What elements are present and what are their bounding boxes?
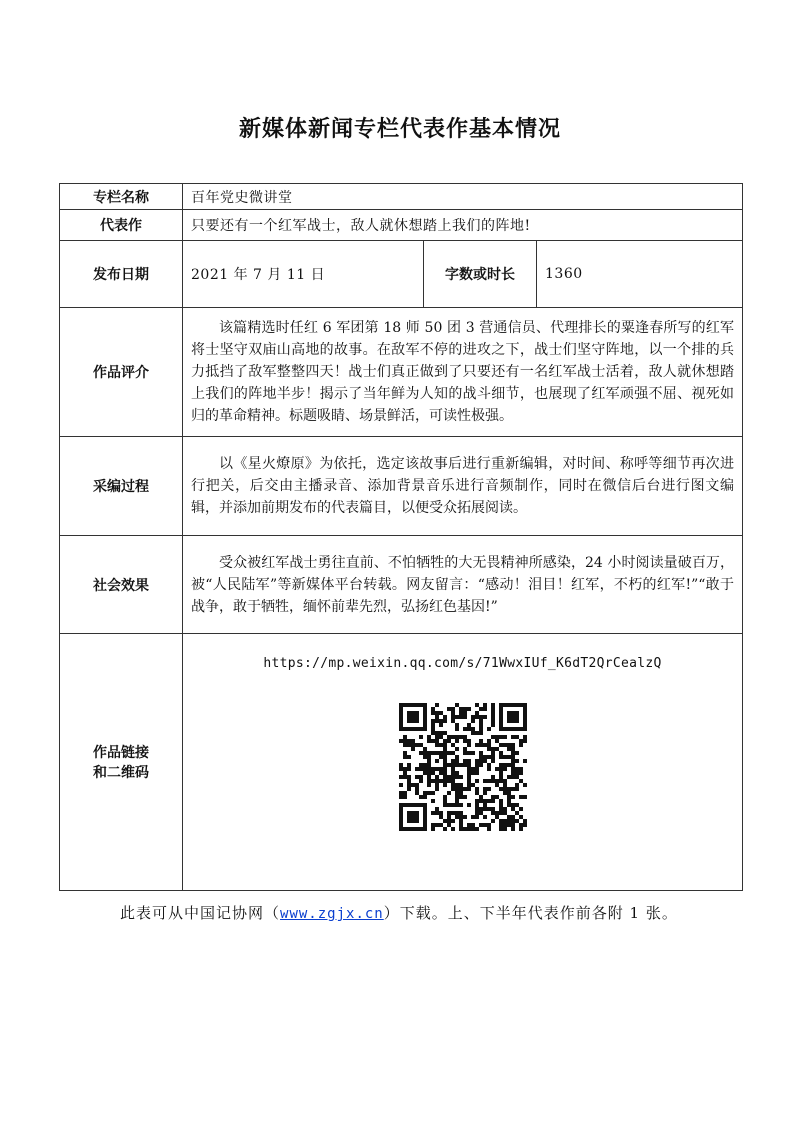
label-effect: 社会效果	[60, 536, 183, 634]
label-representative: 代表作	[60, 210, 183, 241]
label-word-count: 字数或时长	[424, 241, 537, 308]
value-publish-date: 2021 年 7 月 11 日	[183, 241, 424, 308]
label-column-name: 专栏名称	[60, 184, 183, 210]
label-link-line1: 作品链接	[93, 745, 149, 761]
value-evaluation	[183, 308, 743, 437]
effect-text: 受众被红军战士勇往直前、不怕牺牲的大无畏精神所感染，24 小时阅读量破百万，被“人民陆军”等新媒体平台转载。网友留言：“感动！泪目！红军，不朽的红军!”“敢于战争，敢于牺牲，缅怀前辈先烈，弘扬红色基因!”	[191, 554, 734, 615]
label-publish-date: 发布日期	[60, 241, 183, 308]
row-link	[60, 634, 743, 891]
row-effect	[60, 536, 743, 634]
zgjx-link[interactable]: www.zgjx.cn	[280, 906, 384, 922]
article-url[interactable]: https://mp.weixin.qq.com/s/71WwxIUf_K6dT2QrCealzQ	[263, 656, 662, 671]
row-representative	[60, 210, 743, 241]
qr-code-icon	[399, 703, 527, 831]
value-representative: 只要还有一个红军战士，敌人就休想踏上我们的阵地!	[183, 210, 743, 241]
row-column-name	[60, 184, 743, 210]
process-text: 以《星火燎原》为依托，选定该故事后进行重新编辑，对时间、称呼等细节再次进行把关，后交由主播录音、添加背景音乐进行音频制作，同时在微信后台进行图文编辑，并添加前期发布的代表篇目，以便受众拓展阅读。	[191, 456, 734, 516]
info-table	[59, 183, 743, 891]
label-process: 采编过程	[60, 437, 183, 536]
row-publish	[60, 241, 743, 308]
row-evaluation	[60, 308, 743, 437]
value-effect	[183, 536, 743, 634]
row-process	[60, 437, 743, 536]
value-process	[183, 437, 743, 536]
label-link	[60, 634, 183, 891]
page-title: 新媒体新闻专栏代表作基本情况	[238, 117, 561, 142]
value-link	[183, 634, 743, 891]
label-evaluation: 作品评介	[60, 308, 183, 437]
footer-note	[120, 897, 700, 930]
value-column-name: 百年党史微讲堂	[183, 184, 743, 210]
footer-prefix: 此表可从中国记协网（	[120, 904, 281, 922]
value-word-count: 1360	[537, 241, 743, 308]
evaluation-text: 该篇精选时任红 6 军团第 18 师 50 团 3 营通信员、代理排长的粟逢春所写的红军将士坚守双庙山高地的故事。在敌军不停的进攻之下，战士们坚守阵地，以一个排的兵力抵挡了敌军整整四天！战士们真正做到了只要还有一名红军战士活着，敌人就休想踏上我们的阵地半步！揭示了当年鲜为人知的战斗细节，也展现了红军顽强不屈、视死如归的革命精神。标题吸睛、场景鲜活，可读性极强。	[191, 320, 734, 424]
footer-suffix: ）下载。上、下半年代表作前各附 1 张。	[383, 904, 678, 922]
label-link-line2: 和二维码	[93, 765, 149, 781]
